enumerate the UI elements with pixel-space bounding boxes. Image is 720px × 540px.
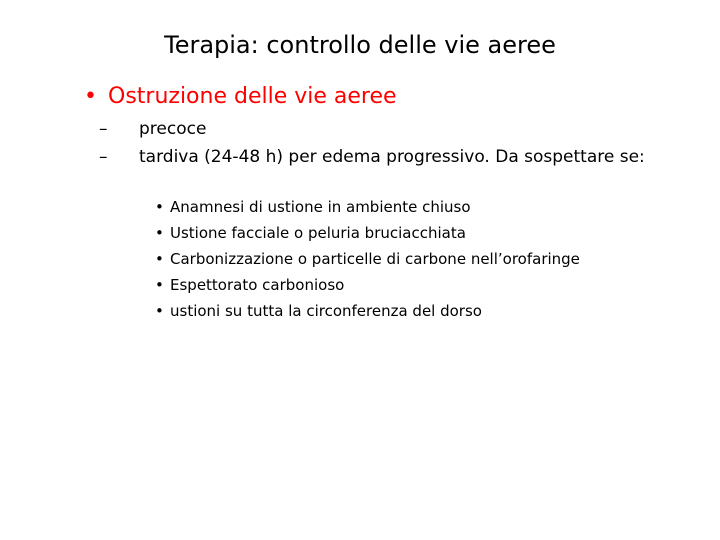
criteria-text: Carbonizzazione o particelle di carbone nell’orofaringe (170, 250, 580, 268)
criteria-item (155, 301, 482, 321)
sub-item-tardiva (99, 146, 669, 168)
criteria-text: Ustione facciale o peluria bruciacchiata (170, 224, 466, 242)
sub-item-marker: – (99, 119, 108, 139)
main-bullet (84, 82, 397, 112)
criteria-text: ustioni su tutta la circonferenza del dorso (170, 302, 482, 320)
criteria-item (155, 197, 471, 217)
criteria-item (155, 223, 466, 243)
main-bullet-marker: • (84, 84, 97, 109)
criteria-marker: • (155, 276, 164, 294)
criteria-marker: • (155, 198, 164, 216)
sub-item-text: precoce (139, 119, 207, 139)
main-bullet-text: Ostruzione delle vie aeree (108, 84, 397, 109)
sub-item-text: tardiva (24-48 h) per edema progressivo. Da sospettare se: (139, 147, 645, 167)
sub-item-marker: – (99, 147, 108, 167)
criteria-item (155, 275, 344, 295)
slide-title: Terapia: controllo delle vie aeree (164, 31, 556, 59)
criteria-text: Espettorato carbonioso (170, 276, 345, 294)
criteria-marker: • (155, 250, 164, 268)
criteria-item (155, 249, 580, 269)
criteria-marker: • (155, 224, 164, 242)
criteria-marker: • (155, 302, 164, 320)
criteria-text: Anamnesi di ustione in ambiente chiuso (170, 198, 471, 216)
sub-item-precoce (99, 118, 699, 140)
